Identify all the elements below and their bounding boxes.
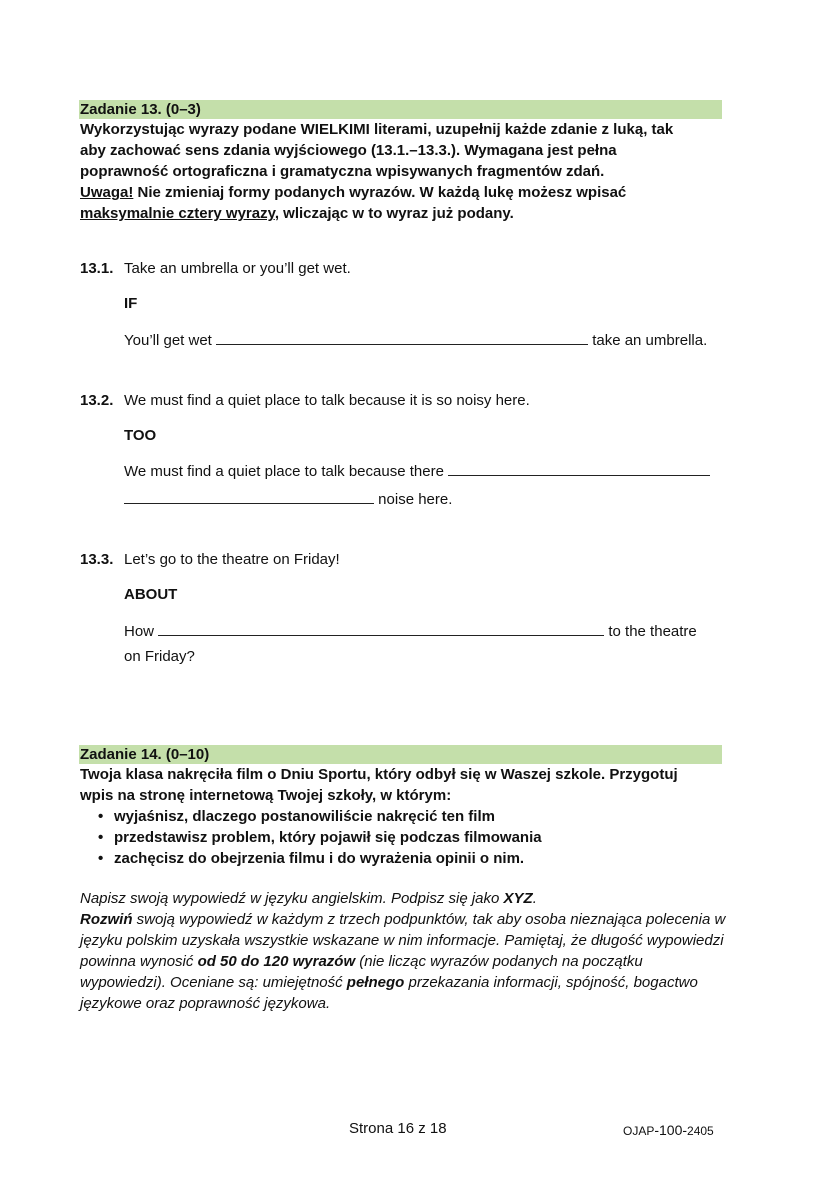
word-count-requirement: od 50 do 120 wyrazów xyxy=(197,953,356,970)
task-14-header: Zadanie 14. (0–10) xyxy=(79,745,722,764)
exam-code xyxy=(623,1122,714,1138)
exam-code-part: 2405 xyxy=(687,1124,714,1138)
gap-text-before: How xyxy=(124,623,155,640)
notes-text: (nie licząc wyrazów podanych na początku wypowiedzi). Oceniane są: umiejętność xyxy=(80,953,643,991)
item-number: 13.2. xyxy=(80,392,114,409)
answer-gap-13-1[interactable] xyxy=(216,330,588,345)
task-14-intro xyxy=(80,764,730,806)
gap-text-before: You’ll get wet xyxy=(124,332,212,349)
task-14-bullet-list xyxy=(96,806,542,869)
notes-line-1 xyxy=(80,888,730,909)
bullet-item xyxy=(96,827,542,848)
max-words-note: maksymalnie cztery wyrazy xyxy=(80,205,275,222)
bullet-text: wyjaśnisz, dlaczego postanowiliście nakręcić ten film xyxy=(114,808,495,825)
item-gap-sentence xyxy=(124,330,707,349)
notes-text: przekazania informacji, spójność, bogactwo językowe oraz poprawność językowa. xyxy=(80,974,698,1012)
instr-line: poprawność ortograficzna i gramatyczna wpisywanych fragmentów zdań. xyxy=(80,163,605,180)
gap-text-after: take an umbrella. xyxy=(592,332,708,349)
notes-text: swoją wypowiedź w każdym z trzech podpunktów, tak aby osoba nieznająca polecenia w języku polskim uzyskała wszystkie wskazane w nim informacje. Pamiętaj, że długość wypowiedzi powinna wynosić xyxy=(80,911,726,970)
instr-text: , wliczając w to wyraz już podany. xyxy=(274,205,514,222)
exam-code-part: OJAP xyxy=(623,1124,655,1138)
instr-line: aby zachować sens zdania wyjściowego (13.1.–13.3.). Wymagana jest pełna xyxy=(80,142,617,159)
item-number: 13.1. xyxy=(80,260,114,277)
bullet-text: zachęcisz do obejrzenia filmu i do wyrażenia opinii o nim. xyxy=(114,850,525,867)
notes-bold: Rozwiń xyxy=(80,911,133,928)
item-original-sentence: We must find a quiet place to talk because it is so noisy here. xyxy=(124,392,530,409)
task-13-header: Zadanie 13. (0–3) xyxy=(79,100,722,119)
bullet-text: przedstawisz problem, który pojawił się podczas filmowania xyxy=(114,829,542,846)
signature-label: XYZ xyxy=(503,890,533,907)
item-keyword: ABOUT xyxy=(124,586,178,603)
answer-gap-13-2[interactable] xyxy=(448,461,710,476)
gap-text-before: We must find a quiet place to talk because there xyxy=(124,463,444,480)
gap-text-after: noise here. xyxy=(378,491,453,508)
notes-text: Napisz swoją wypowiedź w języku angielskim. Podpisz się jako xyxy=(80,890,504,907)
gap-text-after: to the theatre xyxy=(608,623,697,640)
bullet-icon: • xyxy=(98,808,104,825)
bullet-icon: • xyxy=(98,829,104,846)
item-original-sentence: Let’s go to the theatre on Friday! xyxy=(124,551,340,568)
item-number: 13.3. xyxy=(80,551,114,568)
item-keyword: IF xyxy=(124,295,138,312)
gap-text-after-line2: on Friday? xyxy=(124,648,195,665)
page-number: Strona 16 z 18 xyxy=(349,1120,447,1137)
instr-line xyxy=(80,203,730,224)
bullet-icon: • xyxy=(98,850,104,867)
instr-line xyxy=(80,182,730,203)
intro-line: Twoja klasa nakręciła film o Dniu Sportu, który odbył się w Waszej szkole. Przygotuj xyxy=(80,766,678,783)
instr-line: Wykorzystując wyrazy podane WIELKIMI literami, uzupełnij każde zdanie z luką, tak xyxy=(80,121,674,138)
bullet-item xyxy=(96,848,542,869)
uwaga-label: Uwaga! xyxy=(80,184,134,201)
answer-gap-13-3[interactable] xyxy=(158,621,604,636)
item-original-sentence: Take an umbrella or you’ll get wet. xyxy=(124,260,351,277)
intro-line: wpis na stronę internetową Twojej szkoły, w którym: xyxy=(80,787,452,804)
bullet-item xyxy=(96,806,542,827)
item-gap-sentence xyxy=(124,461,710,480)
instr-text: Nie zmieniaj formy podanych wyrazów. W każdą lukę możesz wpisać xyxy=(133,184,627,201)
exam-code-part: -100- xyxy=(654,1122,688,1138)
notes-paragraph-2 xyxy=(80,909,730,1014)
task-13-instructions xyxy=(80,119,730,224)
item-gap-sentence-line2 xyxy=(124,489,452,508)
notes-text: . xyxy=(532,890,537,907)
answer-gap-13-2-continued[interactable] xyxy=(124,489,374,504)
item-keyword: TOO xyxy=(124,427,157,444)
item-gap-sentence xyxy=(124,621,697,640)
notes-bold: pełnego xyxy=(346,974,405,991)
task-14-notes xyxy=(80,888,730,1014)
